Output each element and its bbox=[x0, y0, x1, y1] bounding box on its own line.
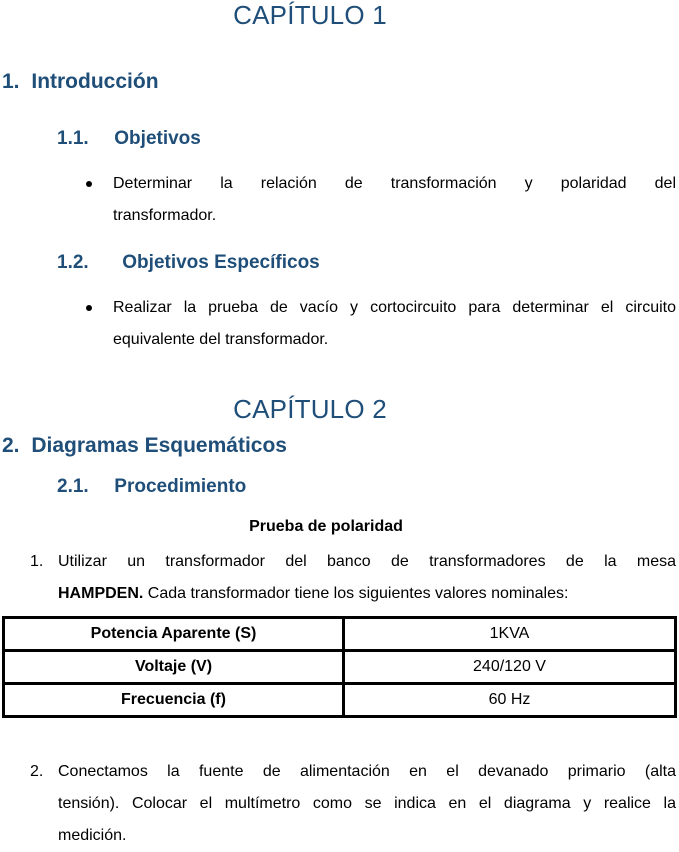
step-1-line-1: Utilizar un transformador del banco de transformadores de la mesa bbox=[58, 553, 676, 570]
subsection-1-2-heading bbox=[57, 252, 320, 274]
step-2-line-1: Conectamos la fuente de alimentación en el devanado primario (alta bbox=[58, 763, 676, 780]
step-2-line-2: tensión). Colocar el multímetro como se indica en el diagrama y realice la bbox=[58, 795, 676, 812]
section-number: 1. bbox=[2, 70, 20, 93]
bullet-icon bbox=[86, 305, 92, 311]
bullet-icon bbox=[86, 181, 92, 187]
table-row bbox=[4, 651, 676, 684]
chapter-2-title: CAPÍTULO 2 bbox=[233, 394, 387, 424]
section-2-heading bbox=[2, 434, 287, 458]
specific-objective-line-1: Realizar la prueba de vacío y cortocircuito para determinar el circuito bbox=[113, 299, 676, 316]
nominal-values-table bbox=[2, 616, 677, 718]
subsection-1-1-heading bbox=[57, 128, 201, 150]
step-1-bold-name: HAMPDEN. bbox=[58, 585, 144, 602]
subsection-number: 2.1. bbox=[57, 476, 89, 497]
step-2-line-3: medición. bbox=[58, 827, 127, 844]
table-cell-label: Frecuencia (f) bbox=[4, 684, 344, 717]
table-row bbox=[4, 684, 676, 717]
section-title: Introducción bbox=[31, 70, 159, 93]
subsection-title: Objetivos bbox=[114, 128, 201, 149]
subsection-number: 1.2. bbox=[57, 252, 89, 273]
section-1-heading bbox=[2, 70, 159, 94]
subsection-title: Objetivos Específicos bbox=[122, 252, 320, 273]
table-cell-label: Voltaje (V) bbox=[4, 651, 344, 684]
table-cell-value: 1KVA bbox=[344, 618, 676, 651]
step-2-number: 2. bbox=[30, 763, 44, 780]
table-row bbox=[4, 618, 676, 651]
objective-line-2: transformador. bbox=[113, 207, 217, 224]
subsection-number: 1.1. bbox=[57, 128, 89, 149]
subsection-2-1-heading bbox=[57, 476, 246, 498]
step-1-line-2-rest: Cada transformador tiene los siguientes valores nominales: bbox=[143, 585, 569, 602]
table-cell-value: 240/120 V bbox=[344, 651, 676, 684]
table-cell-label: Potencia Aparente (S) bbox=[4, 618, 344, 651]
chapter-1-title: CAPÍTULO 1 bbox=[233, 0, 387, 30]
section-title: Diagramas Esquemáticos bbox=[31, 434, 287, 457]
specific-objective-line-2: equivalente del transformador. bbox=[113, 331, 329, 348]
test-title: Prueba de polaridad bbox=[249, 518, 403, 535]
objective-line-1: Determinar la relación de transformación y polaridad del bbox=[113, 175, 676, 192]
subsection-title: Procedimiento bbox=[114, 476, 247, 497]
step-1-line-2 bbox=[58, 578, 568, 610]
section-number: 2. bbox=[2, 434, 20, 457]
table-cell-value: 60 Hz bbox=[344, 684, 676, 717]
step-1-number: 1. bbox=[30, 553, 44, 570]
